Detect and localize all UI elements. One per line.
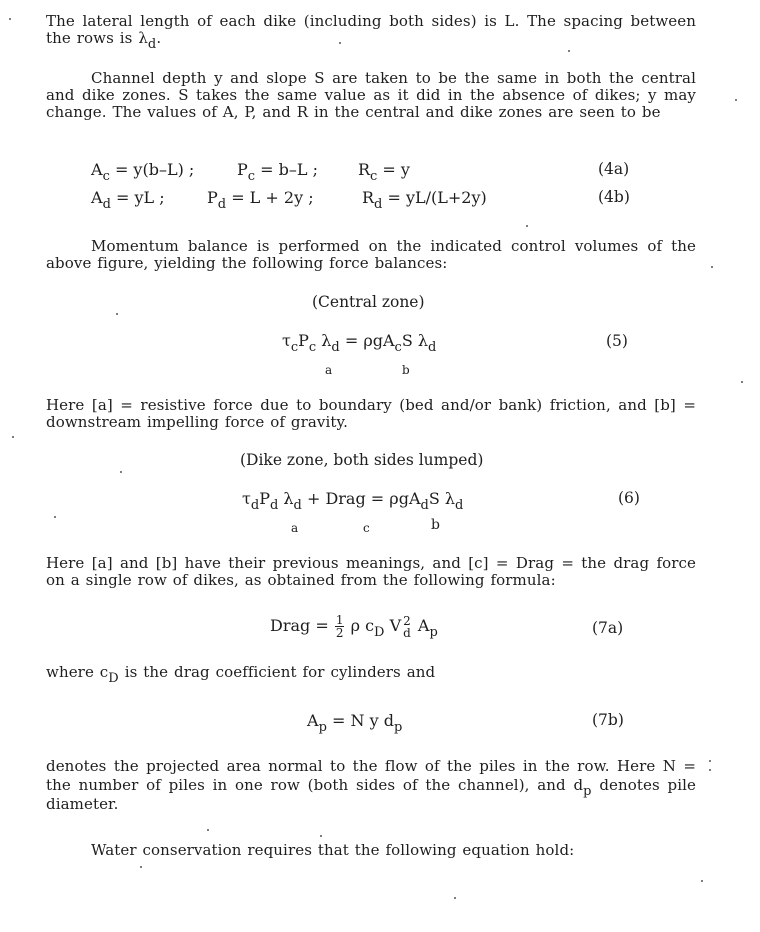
scan-speck (140, 866, 142, 868)
paragraph-resistive-force: Here [a] = resistive force due to boundary (bed and/or bank) friction, and [b] = downstream impelling force of gravity. (46, 396, 696, 431)
plus-sign: + (306, 489, 321, 508)
equation-number-6: (6) (618, 489, 640, 507)
subscript: d (331, 340, 340, 355)
paragraph-text: where c (46, 663, 109, 681)
subscript: d (374, 197, 383, 212)
equation-6 (242, 489, 464, 513)
scan-speck (701, 880, 703, 882)
symbol: P (237, 160, 248, 179)
equation-4b-area (91, 188, 165, 212)
subscript: D (374, 625, 385, 640)
scan-speck (54, 516, 56, 518)
paragraph-drag-force: Here [a] and [b] have their previous meanings, and [c] = Drag = the drag force on a single row of dikes, as obtained from the following formula: (46, 554, 696, 589)
paragraph-text: The lateral length of each dike (including both sides) is L. The spacing between the rows is (46, 12, 696, 47)
expression: = N y d (331, 711, 394, 730)
subscript: c (394, 340, 402, 355)
scan-speck (711, 266, 713, 268)
expression: = yL/(L+2y) (387, 188, 487, 207)
symbol-lambda: λ (417, 331, 429, 350)
scan-speck (741, 381, 743, 383)
subscript: d (293, 498, 302, 513)
expression: ρgA (363, 331, 395, 350)
symbol: R (358, 160, 371, 179)
symbol: P (259, 489, 270, 508)
fraction-one-half (335, 614, 345, 639)
subscript: d (217, 197, 227, 212)
symbol: c (365, 616, 375, 635)
central-zone-heading: (Central zone) (312, 293, 425, 311)
scan-speck (735, 99, 737, 101)
symbol: A (307, 711, 319, 730)
symbol-lambda: λ (321, 331, 332, 350)
label-b: b (431, 517, 440, 533)
expression: = y (382, 160, 410, 179)
subscript: c (247, 169, 256, 184)
label-c: c (363, 521, 370, 535)
subscript: c (308, 340, 317, 355)
subscript: p (318, 720, 327, 735)
symbol: S (401, 331, 413, 350)
equation-4a-perimeter (237, 160, 318, 184)
period: . (156, 29, 162, 47)
superscript: 2 (403, 613, 411, 628)
subscript: d (269, 498, 279, 513)
symbol: V (389, 616, 402, 635)
paragraph-momentum-balance: Momentum balance is performed on the indicated control volumes of the above figure, yielding the following force balances: (46, 237, 696, 272)
symbol: S (428, 489, 440, 508)
equation-7b (307, 711, 403, 735)
equation-number-5: (5) (606, 332, 628, 350)
paragraph-dike-length (46, 12, 696, 52)
equals-sign: = (370, 489, 385, 508)
numerator: 1 (335, 613, 344, 627)
subscript: p (429, 625, 438, 640)
subscript: p (583, 784, 592, 799)
paragraph-text: denotes pile diameter. (46, 776, 696, 813)
scan-speck (116, 313, 118, 315)
paragraph-water-conservation: Water conservation requires that the following equation hold: (91, 841, 575, 859)
expression: = L + 2y ; (231, 188, 314, 207)
expression: = y(b–L) ; (114, 160, 195, 179)
equation-4b-radius (362, 188, 487, 212)
subscript: d (455, 498, 464, 513)
expression: Drag = (270, 616, 329, 635)
subscript: d (403, 625, 411, 640)
label-a: a (325, 363, 333, 377)
label-b: b (402, 363, 410, 377)
scan-speck (709, 760, 711, 762)
sup-sub-stack (403, 615, 411, 639)
symbol-lambda: λ (138, 29, 148, 47)
scan-speck (339, 42, 341, 44)
equation-number-7b: (7b) (592, 711, 624, 729)
equals-sign: = (344, 331, 359, 350)
symbol: A (91, 160, 103, 179)
subscript: c (290, 340, 299, 355)
subscript: p (393, 720, 403, 735)
symbol-lambda: λ (283, 489, 294, 508)
scan-speck (709, 769, 711, 771)
subscript: c (370, 169, 378, 184)
equation-number-4b: (4b) (598, 188, 630, 206)
denominator: 2 (335, 626, 344, 640)
scan-speck (454, 897, 456, 899)
subscript: d (428, 340, 437, 355)
symbol: A (91, 188, 103, 207)
equation-7a (270, 614, 438, 639)
drag-term: Drag (325, 489, 366, 508)
equation-4a-area (91, 160, 195, 184)
expression: ρgA (389, 489, 421, 508)
paragraph-text: is the drag coefficient for cylinders and (124, 663, 436, 681)
symbol: A (417, 616, 430, 635)
symbol-rho: ρ (350, 616, 360, 635)
scan-speck (207, 829, 209, 831)
scan-speck (568, 50, 570, 52)
scan-speck (526, 225, 528, 227)
subscript: d (420, 498, 429, 513)
equation-number-4a: (4a) (598, 160, 630, 178)
scan-speck (120, 471, 122, 473)
symbol-tau: τ (242, 489, 251, 508)
paragraph-text: denotes the projected area normal to the flow of the piles in the row. Here N = the number of piles in one row (both sides of the channel), and d (46, 757, 696, 794)
scan-speck (12, 436, 14, 438)
equation-4a-radius (358, 160, 410, 184)
equation-5 (282, 331, 437, 355)
scan-speck (9, 18, 11, 20)
paragraph-channel-depth: Channel depth y and slope S are taken to be the same in both the central and dike zones. S takes the same value as it did in the absence of dikes; y may change. The values of A, P, and R in the central and dike zones are seen to be (46, 69, 696, 121)
subscript: D (108, 671, 119, 686)
subscript: d (102, 197, 111, 212)
symbol-tau: τ (282, 331, 291, 350)
subscript: c (102, 169, 110, 184)
subscript: d (147, 37, 157, 52)
symbol: P (298, 331, 309, 350)
subscript: d (250, 498, 260, 513)
dike-zone-heading: (Dike zone, both sides lumped) (240, 451, 484, 469)
label-a: a (291, 521, 299, 535)
symbol-lambda: λ (444, 489, 456, 508)
paragraph-drag-coefficient (46, 663, 696, 686)
symbol: R (362, 188, 375, 207)
scan-speck (320, 835, 322, 837)
expression: = b–L ; (260, 160, 318, 179)
symbol: P (207, 188, 218, 207)
equation-4b-perimeter (207, 188, 314, 212)
equation-number-7a: (7a) (592, 619, 624, 637)
expression: = yL ; (115, 188, 165, 207)
paragraph-projected-area (46, 757, 696, 814)
